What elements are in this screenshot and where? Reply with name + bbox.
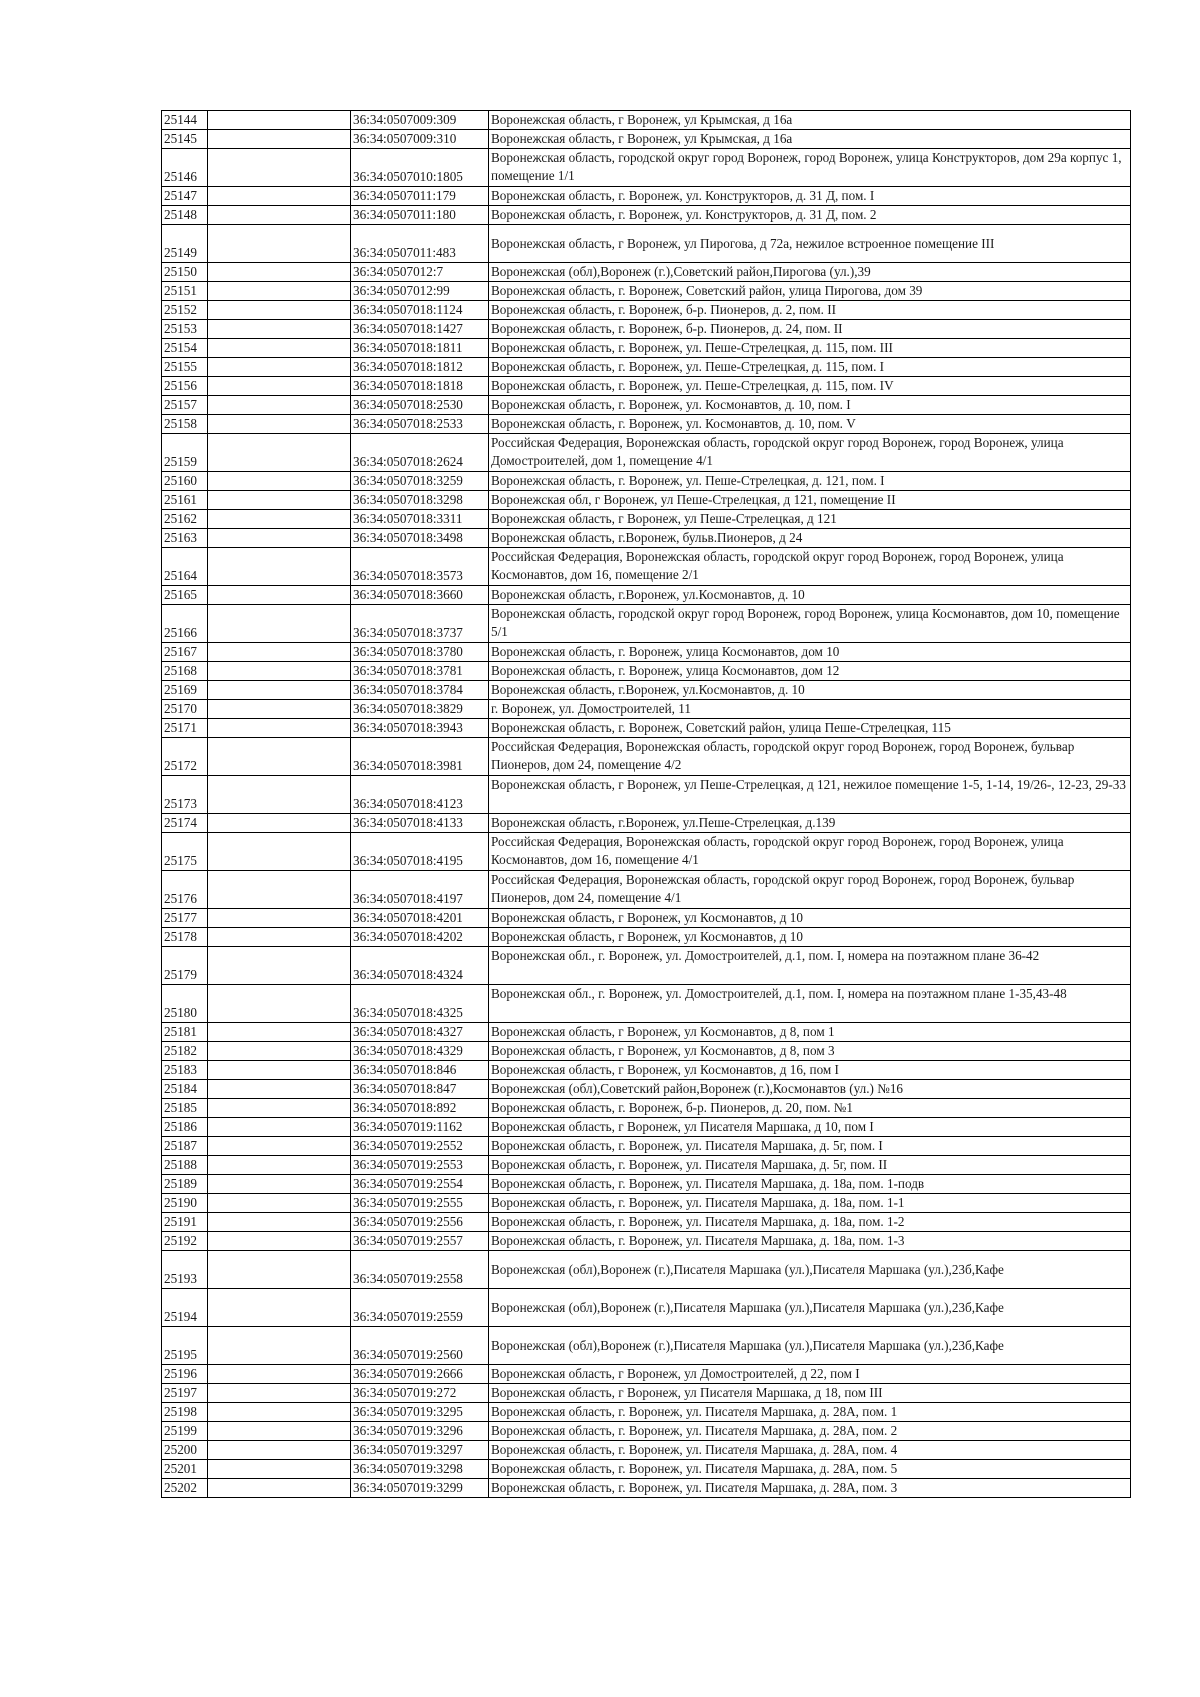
empty-cell (208, 947, 351, 985)
cadastral-number: 36:34:0507019:272 (351, 1384, 489, 1403)
row-number: 25181 (162, 1023, 208, 1042)
table-row (162, 605, 1131, 643)
cadastral-number: 36:34:0507018:3298 (351, 491, 489, 510)
table-row (162, 491, 1131, 510)
cadastral-number: 36:34:0507019:2554 (351, 1175, 489, 1194)
address: Воронежская область, г. Воронеж, ул. Писателя Маршака, д. 28А, пом. 3 (489, 1479, 1131, 1498)
table-row (162, 909, 1131, 928)
address: Воронежская область, городской округ город Воронеж, город Воронеж, улица Конструкторов, дом 29а корпус 1, помещение 1/1 (489, 149, 1131, 187)
empty-cell (208, 1479, 351, 1498)
row-number: 25188 (162, 1156, 208, 1175)
row-number: 25192 (162, 1232, 208, 1251)
row-number: 25169 (162, 681, 208, 700)
row-number: 25164 (162, 548, 208, 586)
address: Воронежская область, г Воронеж, ул Космонавтов, д 10 (489, 909, 1131, 928)
row-number: 25197 (162, 1384, 208, 1403)
empty-cell (208, 1175, 351, 1194)
table-row (162, 643, 1131, 662)
address: Воронежская область, г. Воронеж, ул. Писателя Маршака, д. 28А, пом. 5 (489, 1460, 1131, 1479)
row-number: 25163 (162, 529, 208, 548)
address: Воронежская область, г Воронеж, ул Домостроителей, д 22, пом I (489, 1365, 1131, 1384)
row-number: 25189 (162, 1175, 208, 1194)
address: Воронежская (обл),Воронеж (г.),Писателя Маршака (ул.),Писателя Маршака (ул.),23б,Кафе (489, 1289, 1131, 1327)
cadastral-number: 36:34:0507019:2666 (351, 1365, 489, 1384)
row-number: 25150 (162, 263, 208, 282)
row-number: 25179 (162, 947, 208, 985)
row-number: 25151 (162, 282, 208, 301)
address: Воронежская область, г. Воронеж, ул. Пеше-Стрелецкая, д. 121, пом. I (489, 472, 1131, 491)
cadastral-number: 36:34:0507018:846 (351, 1061, 489, 1080)
cadastral-number: 36:34:0507018:1812 (351, 358, 489, 377)
address: Воронежская область, г Воронеж, ул Космонавтов, д 8, пом 1 (489, 1023, 1131, 1042)
empty-cell (208, 1422, 351, 1441)
table-row (162, 1365, 1131, 1384)
empty-cell (208, 1403, 351, 1422)
row-number: 25187 (162, 1137, 208, 1156)
row-number: 25159 (162, 434, 208, 472)
empty-cell (208, 415, 351, 434)
row-number: 25154 (162, 339, 208, 358)
row-number: 25148 (162, 206, 208, 225)
address: Российская Федерация, Воронежская область, городской округ город Воронеж, город Воронеж, бульвар Пионеров, дом 24, помещение 4/1 (489, 871, 1131, 909)
row-number: 25178 (162, 928, 208, 947)
table-row (162, 1175, 1131, 1194)
address: Воронежская область, г. Воронеж, ул. Пеше-Стрелецкая, д. 115, пом. IV (489, 377, 1131, 396)
row-number: 25160 (162, 472, 208, 491)
table-row (162, 225, 1131, 263)
empty-cell (208, 1460, 351, 1479)
cadastral-number: 36:34:0507018:847 (351, 1080, 489, 1099)
cadastral-number: 36:34:0507011:179 (351, 187, 489, 206)
table-row (162, 1232, 1131, 1251)
table-row (162, 1479, 1131, 1498)
table-row (162, 339, 1131, 358)
cadastral-number: 36:34:0507018:2533 (351, 415, 489, 434)
cadastral-number: 36:34:0507019:3297 (351, 1441, 489, 1460)
cadastral-number: 36:34:0507019:2556 (351, 1213, 489, 1232)
address: Воронежская область, г Воронеж, ул Крымская, д 16а (489, 111, 1131, 130)
cadastral-number: 36:34:0507012:99 (351, 282, 489, 301)
table-row (162, 833, 1131, 871)
row-number: 25166 (162, 605, 208, 643)
empty-cell (208, 548, 351, 586)
empty-cell (208, 282, 351, 301)
table-row (162, 396, 1131, 415)
empty-cell (208, 1232, 351, 1251)
empty-cell (208, 605, 351, 643)
row-number: 25199 (162, 1422, 208, 1441)
row-number: 25175 (162, 833, 208, 871)
row-number: 25158 (162, 415, 208, 434)
address: Воронежская область, г. Воронеж, б-р. Пионеров, д. 2, пом. II (489, 301, 1131, 320)
table-row (162, 719, 1131, 738)
cadastral-number: 36:34:0507018:3573 (351, 548, 489, 586)
row-number: 25180 (162, 985, 208, 1023)
address: Российская Федерация, Воронежская область, городской округ город Воронеж, город Воронеж, улица Космонавтов, дом 16, помещение 4/1 (489, 833, 1131, 871)
empty-cell (208, 985, 351, 1023)
row-number: 25156 (162, 377, 208, 396)
row-number: 25149 (162, 225, 208, 263)
table-row (162, 282, 1131, 301)
address: Воронежская (обл),Воронеж (г.),Писателя Маршака (ул.),Писателя Маршака (ул.),23б,Кафе (489, 1251, 1131, 1289)
empty-cell (208, 472, 351, 491)
row-number: 25191 (162, 1213, 208, 1232)
cadastral-number: 36:34:0507018:1818 (351, 377, 489, 396)
cadastral-number: 36:34:0507019:2553 (351, 1156, 489, 1175)
cadastral-number: 36:34:0507019:3299 (351, 1479, 489, 1498)
address: Воронежская область, г. Воронеж, ул. Писателя Маршака, д. 5г, пом. I (489, 1137, 1131, 1156)
empty-cell (208, 434, 351, 472)
address: Воронежская область, г. Воронеж, ул. Конструкторов, д. 31 Д, пом. I (489, 187, 1131, 206)
empty-cell (208, 662, 351, 681)
row-number: 25190 (162, 1194, 208, 1213)
address: Воронежская область, г. Воронеж, б-р. Пионеров, д. 24, пом. II (489, 320, 1131, 339)
row-number: 25162 (162, 510, 208, 529)
address: Воронежская область, г Воронеж, ул Крымская, д 16а (489, 130, 1131, 149)
table-row (162, 1042, 1131, 1061)
row-number: 25155 (162, 358, 208, 377)
table-row (162, 776, 1131, 814)
address: Воронежская обл, г Воронеж, ул Пеше-Стрелецкая, д 121, помещение II (489, 491, 1131, 510)
row-number: 25168 (162, 662, 208, 681)
address: Воронежская область, г Воронеж, ул Писателя Маршака, д 18, пом III (489, 1384, 1131, 1403)
address: Воронежская область, г. Воронеж, ул. Писателя Маршака, д. 18а, пом. 1-2 (489, 1213, 1131, 1232)
row-number: 25196 (162, 1365, 208, 1384)
address: Воронежская область, г. Воронеж, Советский район, улица Пирогова, дом 39 (489, 282, 1131, 301)
cadastral-number: 36:34:0507018:4325 (351, 985, 489, 1023)
row-number: 25182 (162, 1042, 208, 1061)
cadastral-number: 36:34:0507018:3737 (351, 605, 489, 643)
address: Воронежская область, г Воронеж, ул Пеше-Стрелецкая, д 121 (489, 510, 1131, 529)
empty-cell (208, 909, 351, 928)
empty-cell (208, 339, 351, 358)
address: Воронежская обл., г. Воронеж, ул. Домостроителей, д.1, пом. I, номера на поэтажном плане 1-35,43-48 (489, 985, 1131, 1023)
address: Воронежская область, г Воронеж, ул Пирогова, д 72а, нежилое встроенное помещение III (489, 225, 1131, 263)
table-row (162, 1422, 1131, 1441)
table-row (162, 586, 1131, 605)
address: Воронежская область, г.Воронеж, ул.Пеше-Стрелецкая, д.139 (489, 814, 1131, 833)
cadastral-number: 36:34:0507018:1427 (351, 320, 489, 339)
empty-cell (208, 1099, 351, 1118)
row-number: 25161 (162, 491, 208, 510)
row-number: 25200 (162, 1441, 208, 1460)
empty-cell (208, 871, 351, 909)
empty-cell (208, 719, 351, 738)
empty-cell (208, 1213, 351, 1232)
table-row (162, 472, 1131, 491)
table-row (162, 529, 1131, 548)
table-row (162, 1213, 1131, 1232)
row-number: 25193 (162, 1251, 208, 1289)
row-number: 25144 (162, 111, 208, 130)
cadastral-number: 36:34:0507019:2555 (351, 1194, 489, 1213)
empty-cell (208, 358, 351, 377)
empty-cell (208, 1251, 351, 1289)
empty-cell (208, 1156, 351, 1175)
table-row (162, 1080, 1131, 1099)
empty-cell (208, 1118, 351, 1137)
address: Воронежская область, г. Воронеж, ул. Писателя Маршака, д. 18а, пом. 1-3 (489, 1232, 1131, 1251)
table-row (162, 510, 1131, 529)
row-number: 25176 (162, 871, 208, 909)
cadastral-number: 36:34:0507018:4197 (351, 871, 489, 909)
cadastral-number: 36:34:0507018:892 (351, 1099, 489, 1118)
row-number: 25198 (162, 1403, 208, 1422)
empty-cell (208, 700, 351, 719)
address: г. Воронеж, ул. Домостроителей, 11 (489, 700, 1131, 719)
table-row (162, 111, 1131, 130)
cadastral-number: 36:34:0507019:2559 (351, 1289, 489, 1327)
table-row (162, 434, 1131, 472)
cadastral-number: 36:34:0507009:309 (351, 111, 489, 130)
address: Воронежская область, г. Воронеж, ул. Космонавтов, д. 10, пом. I (489, 396, 1131, 415)
table-row (162, 320, 1131, 339)
empty-cell (208, 510, 351, 529)
empty-cell (208, 396, 351, 415)
address: Воронежская область, г. Воронеж, б-р. Пионеров, д. 20, пом. №1 (489, 1099, 1131, 1118)
table-row (162, 1441, 1131, 1460)
row-number: 25202 (162, 1479, 208, 1498)
empty-cell (208, 491, 351, 510)
cadastral-number: 36:34:0507019:2552 (351, 1137, 489, 1156)
cadastral-number: 36:34:0507019:2557 (351, 1232, 489, 1251)
table-row (162, 814, 1131, 833)
row-number: 25185 (162, 1099, 208, 1118)
address: Воронежская область, городской округ город Воронеж, город Воронеж, улица Космонавтов, дом 10, помещение 5/1 (489, 605, 1131, 643)
address: Воронежская (обл),Советский район,Воронеж (г.),Космонавтов (ул.) №16 (489, 1080, 1131, 1099)
empty-cell (208, 738, 351, 776)
row-number: 25171 (162, 719, 208, 738)
table-row (162, 1384, 1131, 1403)
empty-cell (208, 776, 351, 814)
address: Воронежская область, г.Воронеж, ул.Космонавтов, д. 10 (489, 586, 1131, 605)
empty-cell (208, 187, 351, 206)
empty-cell (208, 1289, 351, 1327)
table-row (162, 187, 1131, 206)
empty-cell (208, 111, 351, 130)
table-row (162, 1118, 1131, 1137)
address: Российская Федерация, Воронежская область, городской округ город Воронеж, город Воронеж, бульвар Пионеров, дом 24, помещение 4/2 (489, 738, 1131, 776)
cadastral-number: 36:34:0507018:4202 (351, 928, 489, 947)
table-row (162, 149, 1131, 187)
row-number: 25167 (162, 643, 208, 662)
property-register-table (161, 110, 1131, 1498)
address: Воронежская (обл),Воронеж (г.),Писателя Маршака (ул.),Писателя Маршака (ул.),23б,Кафе (489, 1327, 1131, 1365)
cadastral-number: 36:34:0507018:4195 (351, 833, 489, 871)
address: Воронежская область, г. Воронеж, ул. Космонавтов, д. 10, пом. V (489, 415, 1131, 434)
table-row (162, 377, 1131, 396)
address: Воронежская область, г Воронеж, ул Космонавтов, д 8, пом 3 (489, 1042, 1131, 1061)
cadastral-number: 36:34:0507018:3943 (351, 719, 489, 738)
cadastral-number: 36:34:0507018:4133 (351, 814, 489, 833)
address: Воронежская область, г.Воронеж, ул.Космонавтов, д. 10 (489, 681, 1131, 700)
table-row (162, 1327, 1131, 1365)
address: Воронежская область, г. Воронеж, улица Космонавтов, дом 12 (489, 662, 1131, 681)
table-row (162, 1023, 1131, 1042)
table-row (162, 1460, 1131, 1479)
empty-cell (208, 1137, 351, 1156)
table-row (162, 738, 1131, 776)
cadastral-number: 36:34:0507018:3498 (351, 529, 489, 548)
address: Воронежская (обл),Воронеж (г.),Советский район,Пирогова (ул.),39 (489, 263, 1131, 282)
table-row (162, 1156, 1131, 1175)
table-row (162, 1099, 1131, 1118)
empty-cell (208, 586, 351, 605)
cadastral-number: 36:34:0507018:4201 (351, 909, 489, 928)
empty-cell (208, 1384, 351, 1403)
row-number: 25174 (162, 814, 208, 833)
address: Воронежская область, г. Воронеж, ул. Конструкторов, д. 31 Д, пом. 2 (489, 206, 1131, 225)
row-number: 25145 (162, 130, 208, 149)
empty-cell (208, 377, 351, 396)
table-row (162, 1061, 1131, 1080)
empty-cell (208, 149, 351, 187)
table-row (162, 700, 1131, 719)
empty-cell (208, 1327, 351, 1365)
table-row (162, 928, 1131, 947)
table-row (162, 1403, 1131, 1422)
row-number: 25194 (162, 1289, 208, 1327)
table-row (162, 130, 1131, 149)
cadastral-number: 36:34:0507018:3259 (351, 472, 489, 491)
empty-cell (208, 1042, 351, 1061)
address: Воронежская область, г. Воронеж, ул. Писателя Маршака, д. 28А, пом. 1 (489, 1403, 1131, 1422)
row-number: 25146 (162, 149, 208, 187)
row-number: 25172 (162, 738, 208, 776)
table-row (162, 1251, 1131, 1289)
row-number: 25165 (162, 586, 208, 605)
cadastral-number: 36:34:0507012:7 (351, 263, 489, 282)
empty-cell (208, 206, 351, 225)
cadastral-number: 36:34:0507018:4327 (351, 1023, 489, 1042)
address: Воронежская область, г. Воронеж, ул. Писателя Маршака, д. 28А, пом. 4 (489, 1441, 1131, 1460)
table-row (162, 263, 1131, 282)
address: Воронежская область, г. Воронеж, Советский район, улица Пеше-Стрелецкая, 115 (489, 719, 1131, 738)
address: Воронежская область, г Воронеж, ул Космонавтов, д 10 (489, 928, 1131, 947)
row-number: 25173 (162, 776, 208, 814)
address: Воронежская область, г.Воронеж, бульв.Пионеров, д 24 (489, 529, 1131, 548)
row-number: 25201 (162, 1460, 208, 1479)
address: Воронежская область, г. Воронеж, улица Космонавтов, дом 10 (489, 643, 1131, 662)
row-number: 25184 (162, 1080, 208, 1099)
cadastral-number: 36:34:0507018:3981 (351, 738, 489, 776)
empty-cell (208, 814, 351, 833)
table-row (162, 1289, 1131, 1327)
address: Российская Федерация, Воронежская область, городской округ город Воронеж, город Воронеж, улица Домостроителей, дом 1, помещение 4/1 (489, 434, 1131, 472)
cadastral-number: 36:34:0507011:180 (351, 206, 489, 225)
address: Воронежская область, г. Воронеж, ул. Писателя Маршака, д. 18а, пом. 1-1 (489, 1194, 1131, 1213)
empty-cell (208, 1365, 351, 1384)
cadastral-number: 36:34:0507019:2558 (351, 1251, 489, 1289)
address: Воронежская область, г. Воронеж, ул. Пеше-Стрелецкая, д. 115, пом. III (489, 339, 1131, 358)
cadastral-number: 36:34:0507011:483 (351, 225, 489, 263)
table-row (162, 1194, 1131, 1213)
cadastral-number: 36:34:0507010:1805 (351, 149, 489, 187)
cadastral-number: 36:34:0507018:1124 (351, 301, 489, 320)
cadastral-number: 36:34:0507019:3295 (351, 1403, 489, 1422)
address: Воронежская область, г. Воронеж, ул. Писателя Маршака, д. 5г, пом. II (489, 1156, 1131, 1175)
table-row (162, 871, 1131, 909)
row-number: 25157 (162, 396, 208, 415)
address: Воронежская область, г. Воронеж, ул. Писателя Маршака, д. 28А, пом. 2 (489, 1422, 1131, 1441)
row-number: 25186 (162, 1118, 208, 1137)
row-number: 25183 (162, 1061, 208, 1080)
table-row (162, 681, 1131, 700)
row-number: 25177 (162, 909, 208, 928)
empty-cell (208, 1441, 351, 1460)
address: Воронежская область, г. Воронеж, ул. Писателя Маршака, д. 18а, пом. 1-подв (489, 1175, 1131, 1194)
table-row (162, 415, 1131, 434)
cadastral-number: 36:34:0507018:4123 (351, 776, 489, 814)
empty-cell (208, 833, 351, 871)
cadastral-number: 36:34:0507009:310 (351, 130, 489, 149)
cadastral-number: 36:34:0507019:2560 (351, 1327, 489, 1365)
address: Воронежская область, г Воронеж, ул Писателя Маршака, д 10, пом I (489, 1118, 1131, 1137)
row-number: 25153 (162, 320, 208, 339)
cadastral-number: 36:34:0507018:4329 (351, 1042, 489, 1061)
empty-cell (208, 301, 351, 320)
empty-cell (208, 681, 351, 700)
empty-cell (208, 130, 351, 149)
table-body (162, 111, 1131, 1498)
cadastral-number: 36:34:0507018:2530 (351, 396, 489, 415)
row-number: 25147 (162, 187, 208, 206)
address: Воронежская область, г Воронеж, ул Пеше-Стрелецкая, д 121, нежилое помещение 1-5, 1-14, 19/26-, 12-23, 29-33 (489, 776, 1131, 814)
row-number: 25152 (162, 301, 208, 320)
table-row (162, 548, 1131, 586)
cadastral-number: 36:34:0507018:2624 (351, 434, 489, 472)
cadastral-number: 36:34:0507018:3660 (351, 586, 489, 605)
address: Воронежская область, г Воронеж, ул Космонавтов, д 16, пом I (489, 1061, 1131, 1080)
empty-cell (208, 1080, 351, 1099)
table-row (162, 206, 1131, 225)
row-number: 25170 (162, 700, 208, 719)
address: Воронежская обл., г. Воронеж, ул. Домостроителей, д.1, пом. I, номера на поэтажном плане 36-42 (489, 947, 1131, 985)
cadastral-number: 36:34:0507018:3780 (351, 643, 489, 662)
empty-cell (208, 643, 351, 662)
cadastral-number: 36:34:0507018:3829 (351, 700, 489, 719)
empty-cell (208, 263, 351, 282)
table-row (162, 1137, 1131, 1156)
address: Российская Федерация, Воронежская область, городской округ город Воронеж, город Воронеж, улица Космонавтов, дом 16, помещение 2/1 (489, 548, 1131, 586)
cadastral-number: 36:34:0507019:3296 (351, 1422, 489, 1441)
cadastral-number: 36:34:0507018:4324 (351, 947, 489, 985)
cadastral-number: 36:34:0507019:1162 (351, 1118, 489, 1137)
cadastral-number: 36:34:0507018:3311 (351, 510, 489, 529)
table-row (162, 985, 1131, 1023)
cadastral-number: 36:34:0507019:3298 (351, 1460, 489, 1479)
address: Воронежская область, г. Воронеж, ул. Пеше-Стрелецкая, д. 115, пом. I (489, 358, 1131, 377)
empty-cell (208, 1194, 351, 1213)
empty-cell (208, 928, 351, 947)
table-row (162, 662, 1131, 681)
empty-cell (208, 225, 351, 263)
empty-cell (208, 1023, 351, 1042)
empty-cell (208, 1061, 351, 1080)
table-row (162, 301, 1131, 320)
cadastral-number: 36:34:0507018:3781 (351, 662, 489, 681)
table-row (162, 947, 1131, 985)
cadastral-number: 36:34:0507018:1811 (351, 339, 489, 358)
table-row (162, 358, 1131, 377)
empty-cell (208, 529, 351, 548)
row-number: 25195 (162, 1327, 208, 1365)
cadastral-number: 36:34:0507018:3784 (351, 681, 489, 700)
empty-cell (208, 320, 351, 339)
